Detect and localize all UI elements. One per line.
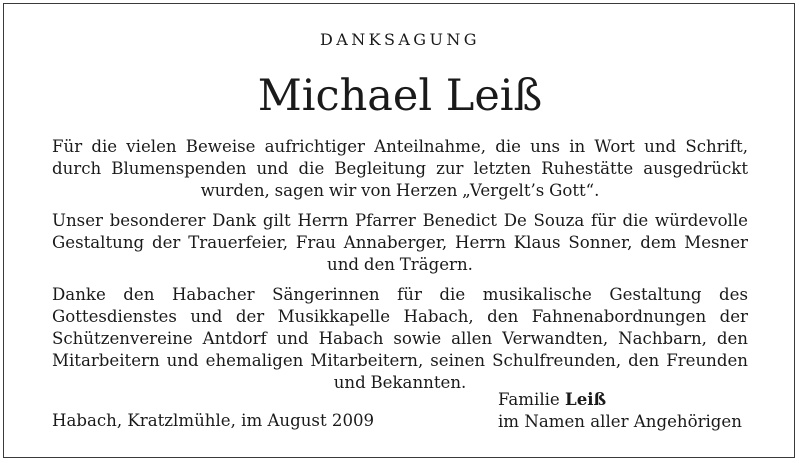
- thanks-paragraph-2: Unser besonderer Dank gilt Herrn Pfarrer Benedict De Souza für die würdevolle Gestaltung der Trauerfeier, Frau Annaberger, Herrn Klaus Sonner, dem Mesner und den Trägern.: [52, 211, 748, 274]
- notice-heading: DANKSAGUNG: [320, 30, 480, 49]
- signature-family-line: [498, 388, 742, 411]
- deceased-name: Michael Leiß: [257, 71, 543, 121]
- signature-line-2: im Namen aller Angehörigen: [498, 412, 742, 431]
- signature-prefix: Familie: [498, 390, 566, 409]
- place-date: Habach, Kratzlmühle, im August 2009: [52, 411, 375, 430]
- signature-family-name: Leiß: [565, 389, 607, 409]
- thanks-paragraph-3: Danke den Habacher Sängerinnen für die musikalische Gestaltung des Gottesdienstes und der Musikkapelle Habach, den Fahnenabordnungen der Schützenvereine Antdorf und Habach sowie allen Verwandten, Nachbarn, den Mitarbeitern und ehemaligen Mitarbeitern, seinen Schulfreunden, den Freunden und Bekannten.: [52, 285, 748, 392]
- thanks-paragraph-1: Für die vielen Beweise aufrichtiger Anteilnahme, die uns in Wort und Schrift, durch Blumenspenden und die Begleitung zur letzten Ruhestätte ausgedrückt wurden, sagen wir von Herzen „Vergelt’s Gott“.: [52, 137, 748, 200]
- signature: [498, 388, 742, 433]
